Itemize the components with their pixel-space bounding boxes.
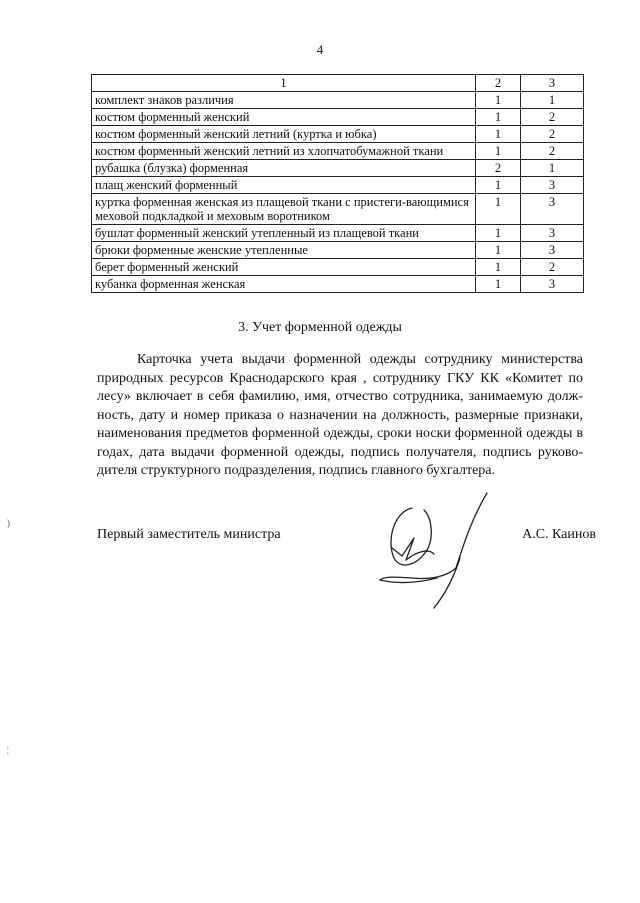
item-name-cell: костюм форменный женский летний из хлопчатобумажной ткани <box>92 143 476 160</box>
item-name-cell: бушлат форменный женский утепленный из плащевой ткани <box>92 225 476 242</box>
table-row <box>92 177 584 194</box>
col-3-cell: 3 <box>521 242 584 259</box>
table-row <box>92 194 584 225</box>
item-name-cell: костюм форменный женский летний (куртка и юбка) <box>92 126 476 143</box>
handwritten-signature <box>372 488 502 613</box>
col-2-cell: 1 <box>476 276 521 293</box>
item-name-cell: кубанка форменная женская <box>92 276 476 293</box>
margin-mark: ) <box>7 518 10 528</box>
col-2-cell: 1 <box>476 126 521 143</box>
col-2-cell: 1 <box>476 194 521 225</box>
col-2-cell: 1 <box>476 225 521 242</box>
col-3-cell: 3 <box>521 194 584 225</box>
item-name-cell: брюки форменные женские утепленные <box>92 242 476 259</box>
header-col-3: 3 <box>521 75 584 92</box>
col-2-cell: 1 <box>476 143 521 160</box>
item-name-cell: костюм форменный женский <box>92 109 476 126</box>
col-3-cell: 1 <box>521 92 584 109</box>
paragraph-text: Карточка учета выдачи форменной одежды сотруднику министерства природных ресурсов Краснодарского края , сотруднику ГКУ КК «Комитет по лесу» включает в себя фамилию, имя, отчество сотрудника, занимаемую долж-ность, дату и номер приказа о назначении на должность, размерные признаки, наименования предметов форменной одежды, сроки носки форменной одежды в годах, дата выдачи форменной одежды, подпись получателя, подпись руково-дителя структурного подразделения, подпись главного бухгалтера. <box>97 352 583 478</box>
uniform-table <box>91 74 584 293</box>
section-title: 3. Учет форменной одежды <box>238 320 402 335</box>
table-row <box>92 276 584 293</box>
body-paragraph <box>97 351 583 481</box>
col-3-cell: 3 <box>521 276 584 293</box>
col-2-cell: 1 <box>476 177 521 194</box>
col-2-cell: 1 <box>476 92 521 109</box>
margin-mark: ¦ <box>7 745 9 755</box>
col-3-cell: 1 <box>521 160 584 177</box>
col-2-cell: 1 <box>476 259 521 276</box>
table-row <box>92 92 584 109</box>
col-3-cell: 3 <box>521 225 584 242</box>
col-2-cell: 1 <box>476 109 521 126</box>
signatory-title: Первый заместитель министра <box>97 527 281 542</box>
page-number: 4 <box>316 42 324 57</box>
item-name-cell: комплект знаков различия <box>92 92 476 109</box>
col-3-cell: 2 <box>521 109 584 126</box>
col-2-cell: 2 <box>476 160 521 177</box>
item-name-cell: куртка форменная женская из плащевой ткани с пристеги-вающимися меховой подкладкой и меховым воротником <box>92 194 476 225</box>
table-row <box>92 242 584 259</box>
table-row <box>92 109 584 126</box>
col-2-cell: 1 <box>476 242 521 259</box>
item-name-cell: плащ женский форменный <box>92 177 476 194</box>
item-name-cell: рубашка (блузка) форменная <box>92 160 476 177</box>
signatory-name: А.С. Каинов <box>522 527 596 542</box>
col-3-cell: 2 <box>521 259 584 276</box>
table-row <box>92 126 584 143</box>
header-col-2: 2 <box>476 75 521 92</box>
table-row <box>92 225 584 242</box>
header-col-1: 1 <box>92 75 476 92</box>
col-3-cell: 2 <box>521 143 584 160</box>
item-name-cell: берет форменный женский <box>92 259 476 276</box>
col-3-cell: 2 <box>521 126 584 143</box>
col-3-cell: 3 <box>521 177 584 194</box>
table-row <box>92 160 584 177</box>
table-row <box>92 143 584 160</box>
table-row <box>92 259 584 276</box>
table-header-row <box>92 75 584 92</box>
